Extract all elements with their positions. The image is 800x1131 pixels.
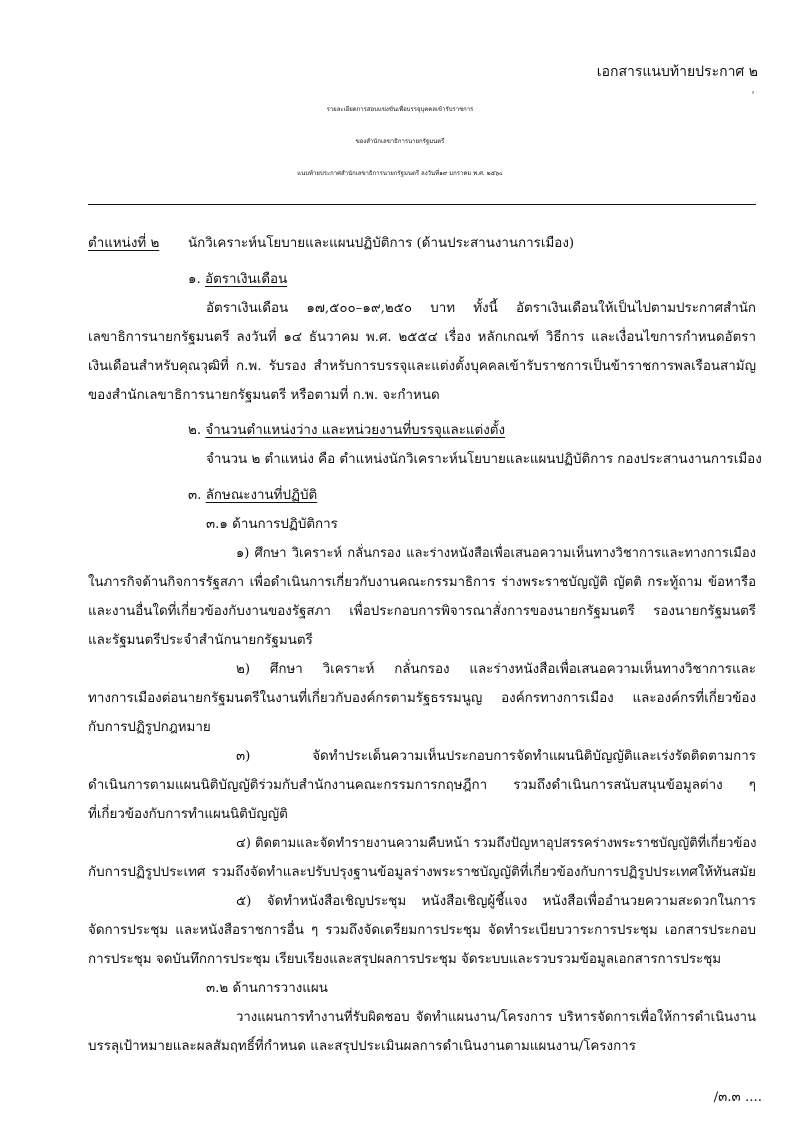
section-1-title: อัตราเงินเดือน [205, 272, 288, 287]
position-label-text: ตำแหน่งที่ ๒ [88, 236, 160, 251]
item-4-line-2: กับการปฏิรูปประเทศ รวมถึงจัดทำและปรับปรุงฐานข้อมูลร่างพระราชบัญญัติที่เกี่ยวข้องกับการปฏิรูปประเทศให้ทันสมัย [88, 865, 756, 880]
doc-title-line-3: แนบท้ายประกาศสำนักเลขาธิการนายกรัฐมนตรี ลงวันที่๑๙ มกราคม พ.ศ. ๒๕๖๐ [297, 170, 503, 177]
item-1-line-4: และรัฐมนตรีประจำสำนักนายกรัฐมนตรี [88, 633, 313, 648]
continued-marker: /๓.๓ .... [713, 1090, 762, 1105]
plan-line-1: วางแผนการทำงานที่รับผิดชอบ จัดทำแผนงาน/โครงการ บริหารจัดการเพื่อให้การดำเนินงาน [236, 1010, 756, 1025]
item-2-line-3: กับการปฏิรูปกฎหมาย [88, 720, 211, 735]
subsection-3-1: ๓.๑ ด้านการปฏิบัติการ [206, 517, 338, 532]
item-5-line-1: ๕) จัดทำหนังสือเชิญประชุม หนังสือเชิญผู้ชี้แจง หนังสือเพื่ออำนวยความสะดวกในการ [236, 894, 756, 909]
item-3-line-2: ดำเนินการตามแผนนิติบัญญัติร่วมกับสำนักงานคณะกรรมการกฤษฎีกา รวมถึงดำเนินการสนับสนุนข้อมูลต่าง ๆ [88, 778, 756, 793]
doc-title-line-2: ของสำนักเลขาธิการนายกรัฐมนตรี [355, 138, 445, 145]
s1-line-1: อัตราเงินเดือน ๑๗,๕๐๐–๑๙,๒๕๐ บาท ทั้งนี้ อัตราเงินเดือนให้เป็นไปตามประกาศสำนัก [206, 301, 756, 316]
s1-line-4: ของสำนักเลขาธิการนายกรัฐมนตรี หรือตามที่ ก.พ. จะกำหนด [88, 388, 440, 403]
subsection-3-2: ๓.๒ ด้านการวางแผน [206, 981, 328, 996]
position-name: นักวิเคราะห์นโยบายและแผนปฏิบัติการ (ด้านประสานงานการเมือง) [188, 236, 575, 251]
item-3-line-1: ๓) จัดทำประเด็นความเห็นประกอบการจัดทำแผนนิติบัญญัติและเร่งรัดติดตามการ [236, 749, 756, 764]
header-divider [88, 204, 756, 205]
section-1-heading [188, 270, 287, 290]
doc-reference: เอกสารแนบท้ายประกาศ ๒ [596, 64, 758, 80]
pen-tick-mark: ˊ [749, 89, 761, 104]
item-3-line-3: ที่เกี่ยวข้องกับการทำแผนนิติบัญญัติ [88, 807, 288, 822]
section-3-number: ๓. [188, 488, 202, 503]
section-2-number: ๒. [188, 423, 202, 438]
section-3-heading [188, 486, 317, 506]
item-5-line-3: การประชุม จดบันทึกการประชุม เรียบเรียงและสรุปผลการประชุม จัดระบบและรวบรวมข้อมูลเอกสารการประชุม [88, 952, 722, 967]
section-2-title: จำนวนตำแหน่งว่าง และหน่วยงานที่บรรจุและแต่งตั้ง [205, 423, 506, 438]
s1-line-3: เงินเดือนสำหรับคุณวุฒิที่ ก.พ. รับรอง สำหรับการบรรจุและแต่งตั้งบุคคลเข้ารับราชการเป็นข้าราชการพลเรือนสามัญ [88, 359, 756, 374]
position-label [88, 234, 159, 254]
item-1-line-3: และงานอื่นใดที่เกี่ยวข้องกับงานของรัฐสภา เพื่อประกอบการพิจารณาสั่งการของนายกรัฐมนตรี รองนายกรัฐมนตรี [88, 604, 756, 619]
item-2-line-1: ๒) ศึกษา วิเคราะห์ กลั่นกรอง และร่างหนังสือเพื่อเสนอความเห็นทางวิชาการและ [236, 662, 756, 677]
section-3-title: ลักษณะงานที่ปฏิบัติ [205, 488, 318, 503]
section-1-number: ๑. [188, 272, 201, 287]
plan-line-2: บรรลุเป้าหมายและผลสัมฤทธิ์ที่กำหนด และสรุปประเมินผลการดำเนินงานตามแผนงาน/โครงการ [88, 1039, 636, 1054]
item-4-line-1: ๔) ติดตามและจัดทำรายงานความคืบหน้า รวมถึงปัญหาอุปสรรคร่างพระราชบัญญัติที่เกี่ยวข้อง [236, 836, 757, 851]
item-1-line-2: ในภารกิจด้านกิจการรัฐสภา เพื่อดำเนินการเกี่ยวกับงานคณะกรรมาธิการ ร่างพระราชบัญญัติ ญัตติ กระทู้ถาม ข้อหารือ [88, 575, 756, 590]
s1-line-2: เลขาธิการนายกรัฐมนตรี ลงวันที่ ๑๔ ธันวาคม พ.ศ. ๒๕๕๔ เรื่อง หลักเกณฑ์ วิธีการ และเงื่อนไขการกำหนดอัตรา [88, 330, 756, 345]
item-2-line-2: ทางการเมืองต่อนายกรัฐมนตรีในงานที่เกี่ยวกับองค์กรตามรัฐธรรมนูญ องค์กรทางการเมือง และองค์กรที่เกี่ยวข้อง [88, 691, 756, 706]
doc-title-line-1: รายละเอียดการสอบแข่งขันเพื่อบรรจุบุคคลเข้ารับราชการ [326, 106, 474, 113]
section-2-heading [188, 421, 505, 441]
s2-line-1: จำนวน ๒ ตำแหน่ง คือ ตำแหน่งนักวิเคราะห์นโยบายและแผนปฏิบัติการ กองประสานงานการเมือง [206, 452, 762, 467]
item-1-line-1: ๑) ศึกษา วิเคราะห์ กลั่นกรอง และร่างหนังสือเพื่อเสนอความเห็นทางวิชาการและทางการเมือง [236, 546, 756, 561]
item-5-line-2: จัดการประชุม และหนังสือราชการอื่น ๆ รวมถึงจัดเตรียมการประชุม จัดทำระเบียบวาระการประชุม เอกสารประกอบ [88, 923, 756, 938]
